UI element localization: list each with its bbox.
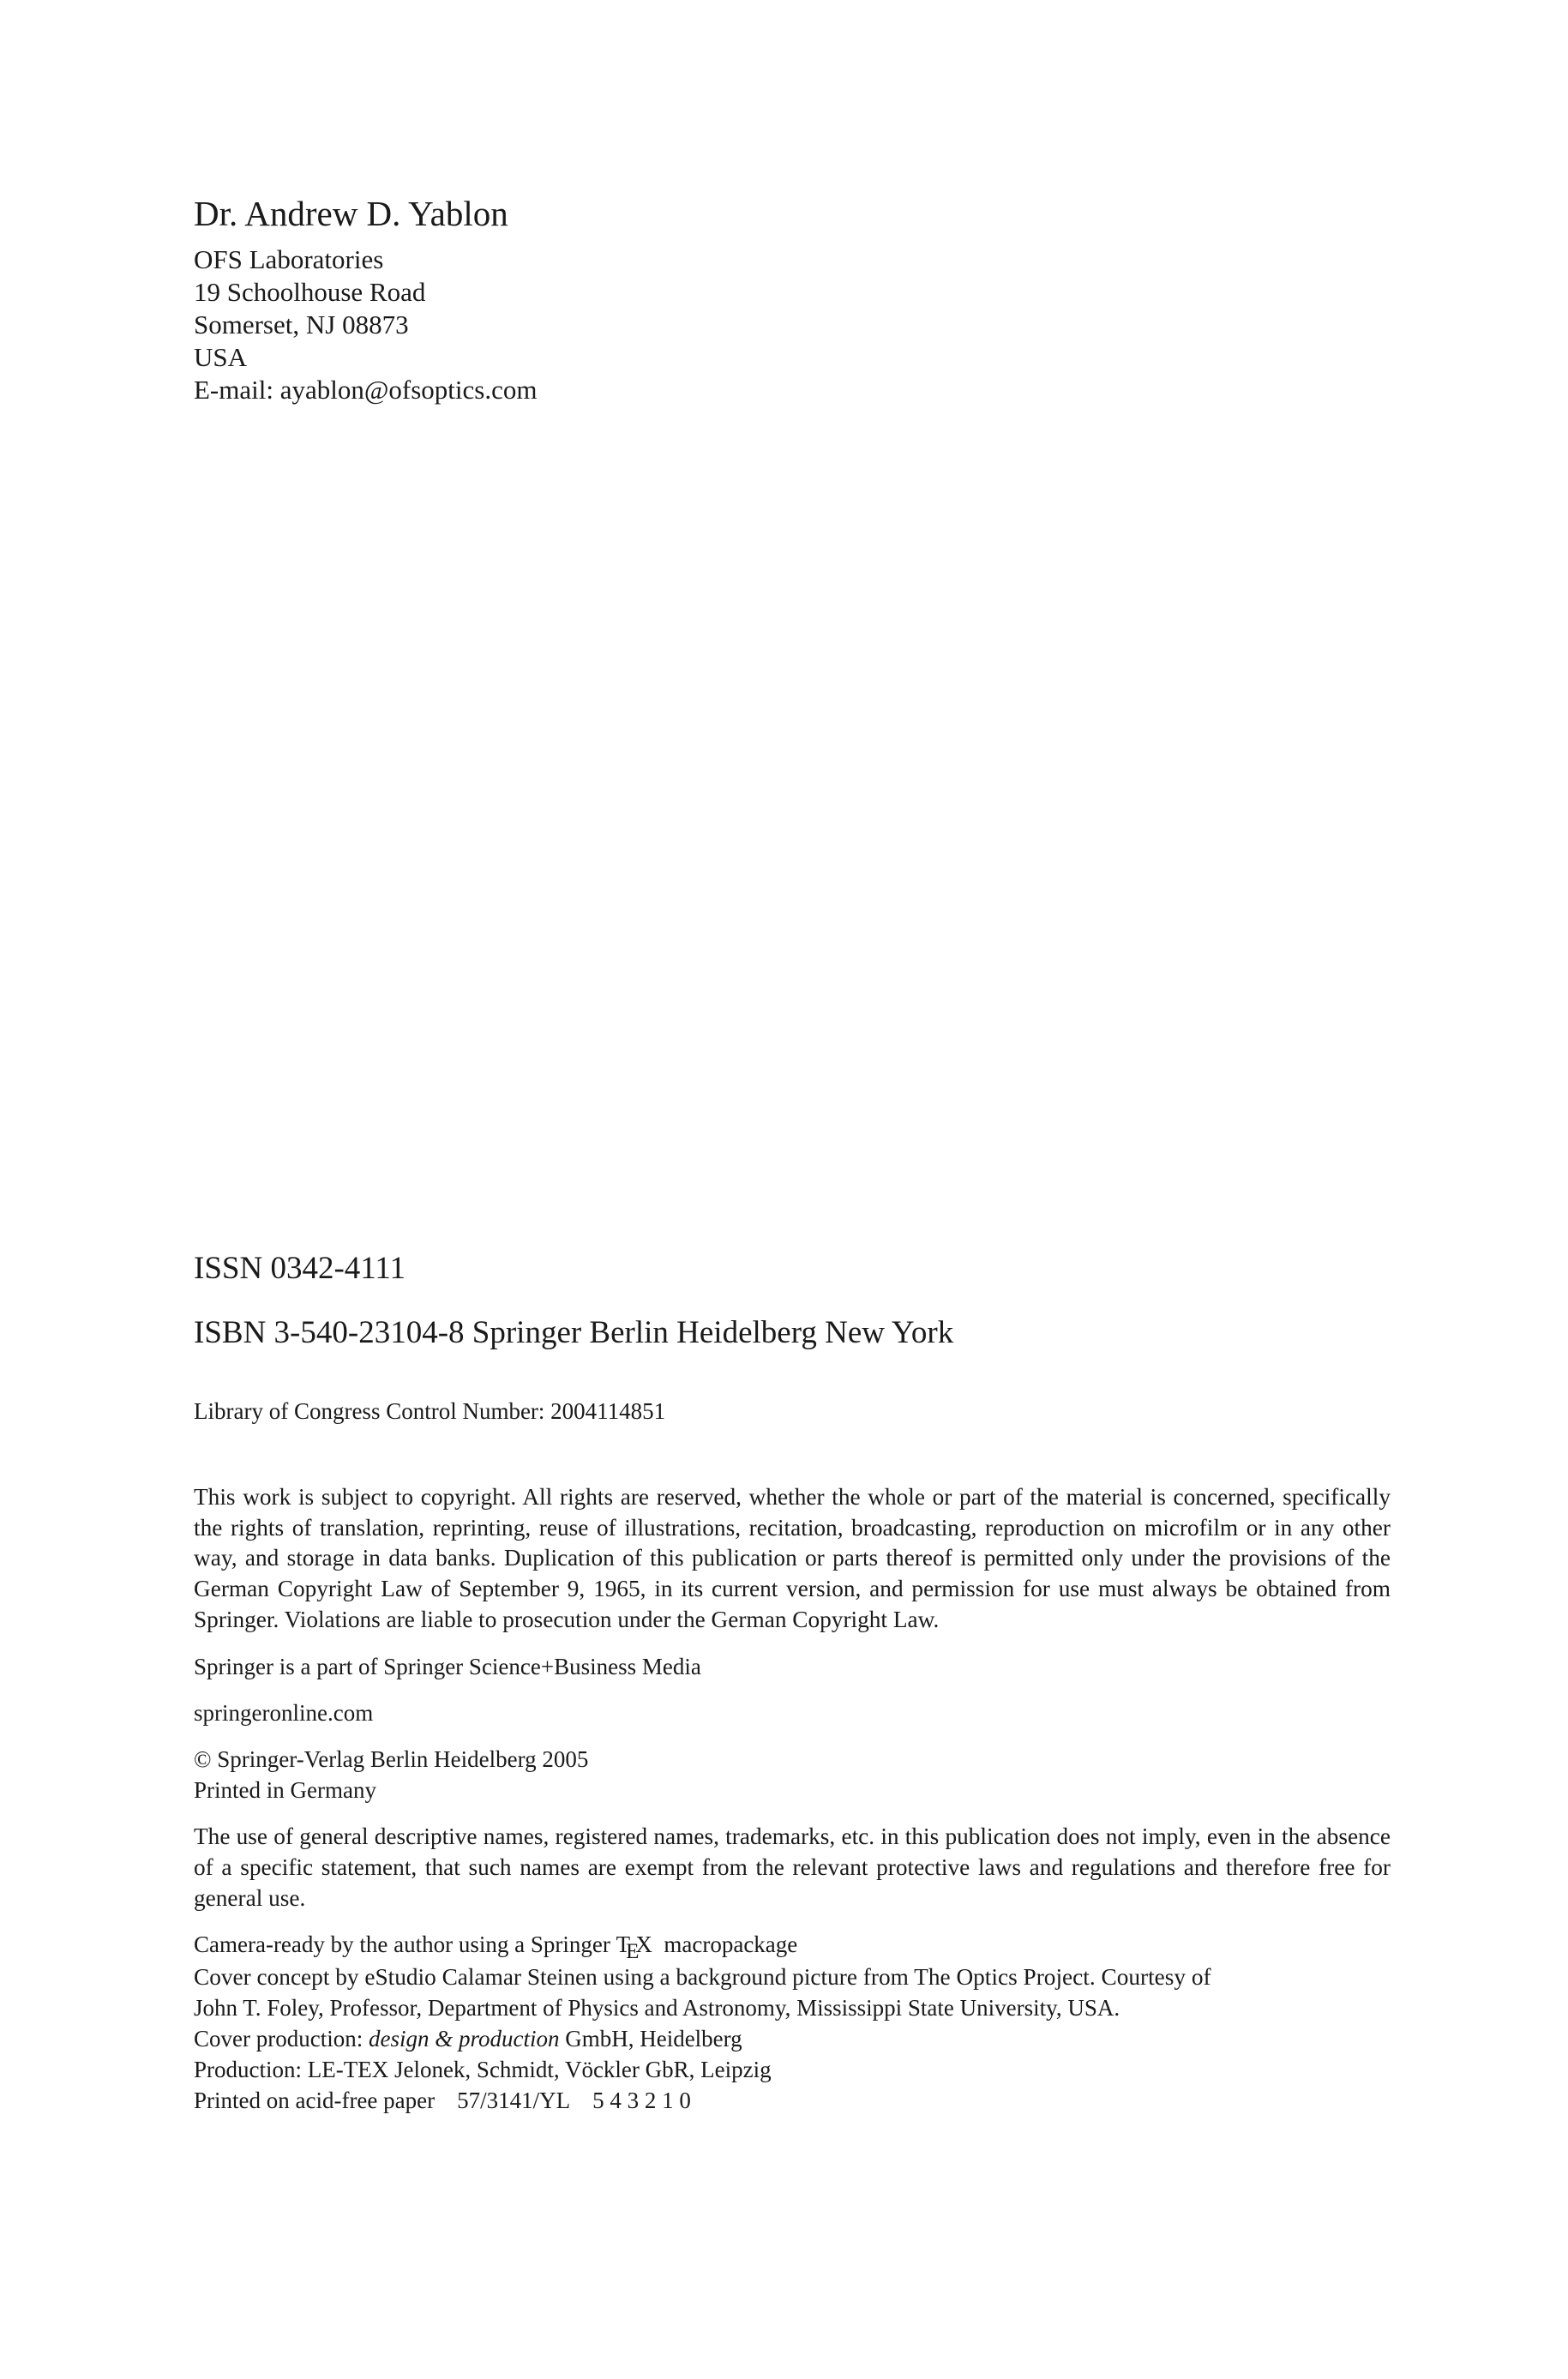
print-run: 5 4 3 2 1 0 <box>592 2087 691 2113</box>
imprint-block <box>194 1247 1391 2116</box>
copyright-printed-block <box>194 1744 1391 1805</box>
issn: ISSN 0342-4111 <box>194 1251 406 1286</box>
copyright-notice: This work is subject to copyright. All rights are reserved, whether the whole or part of the material is concerned, specifically the rights of translation, reprinting, reuse of illustrations, recitation, broadcasting, reproduction on microfilm or in any other way, and storage in data banks. Duplication of this publication or parts thereof is permitted only under the provisions of the German Copyright Law of September 9, 1965, in its current version, and permission for use must always be obtained from Springer. Violations are liable to prosecution under the German Copyright Law. <box>194 1484 1391 1632</box>
copyright-line: © Springer-Verlag Berlin Heidelberg 2005 <box>194 1745 589 1772</box>
camera-ready-line <box>194 1929 1391 1961</box>
address-street: 19 Schoolhouse Road <box>194 277 426 307</box>
printed-in: Printed in Germany <box>194 1776 376 1803</box>
springer-part-statement: Springer is a part of Springer Science+Business Media <box>194 1653 701 1679</box>
tex-logo: TEX <box>616 1931 652 1963</box>
paper-text: Printed on acid-free paper <box>194 2087 436 2113</box>
library-of-congress-number: Library of Congress Control Number: 2004114851 <box>194 1398 666 1424</box>
production-credits <box>194 1929 1391 2116</box>
author-name: Dr. Andrew D. Yablon <box>194 194 508 233</box>
cover-concept-line-2: John T. Foley, Professor, Department of Physics and Astronomy, Mississippi State University, USA. <box>194 1994 1120 2021</box>
website: springeronline.com <box>194 1699 374 1726</box>
isbn: ISBN 3-540-23104-8 Springer Berlin Heidelberg New York <box>194 1315 954 1350</box>
production-line: Production: LE-TEX Jelonek, Schmidt, Vöckler GbR, Leipzig <box>194 2056 772 2082</box>
address-country: USA <box>194 342 248 372</box>
address-city: Somerset, NJ 08873 <box>194 309 409 339</box>
address-organization: OFS Laboratories <box>194 244 384 274</box>
camera-ready-text: Camera-ready by the author using a Springer <box>194 1931 610 1957</box>
cover-production-line: Cover production: design & production GmbH, Heidelberg <box>194 2025 742 2052</box>
author-address-block <box>194 190 1051 406</box>
print-code: 57/3141/YL <box>457 2087 571 2113</box>
cover-concept-line-1: Cover concept by eStudio Calamar Steinen using a background picture from The Optics Project. Courtesy of <box>194 1963 1211 1990</box>
printed-on-line <box>194 2085 1391 2116</box>
macropackage-text: macropackage <box>664 1931 798 1957</box>
trademark-use-notice: The use of general descriptive names, registered names, trademarks, etc. in this publication does not imply, even in the absence of a specific statement, that such names are exempt from the relevant protective laws and regulations and therefore free for general use. <box>194 1823 1391 1911</box>
design-production-name: design & production <box>368 2025 560 2052</box>
address-email: E-mail: ayablon@ofsoptics.com <box>194 375 538 405</box>
